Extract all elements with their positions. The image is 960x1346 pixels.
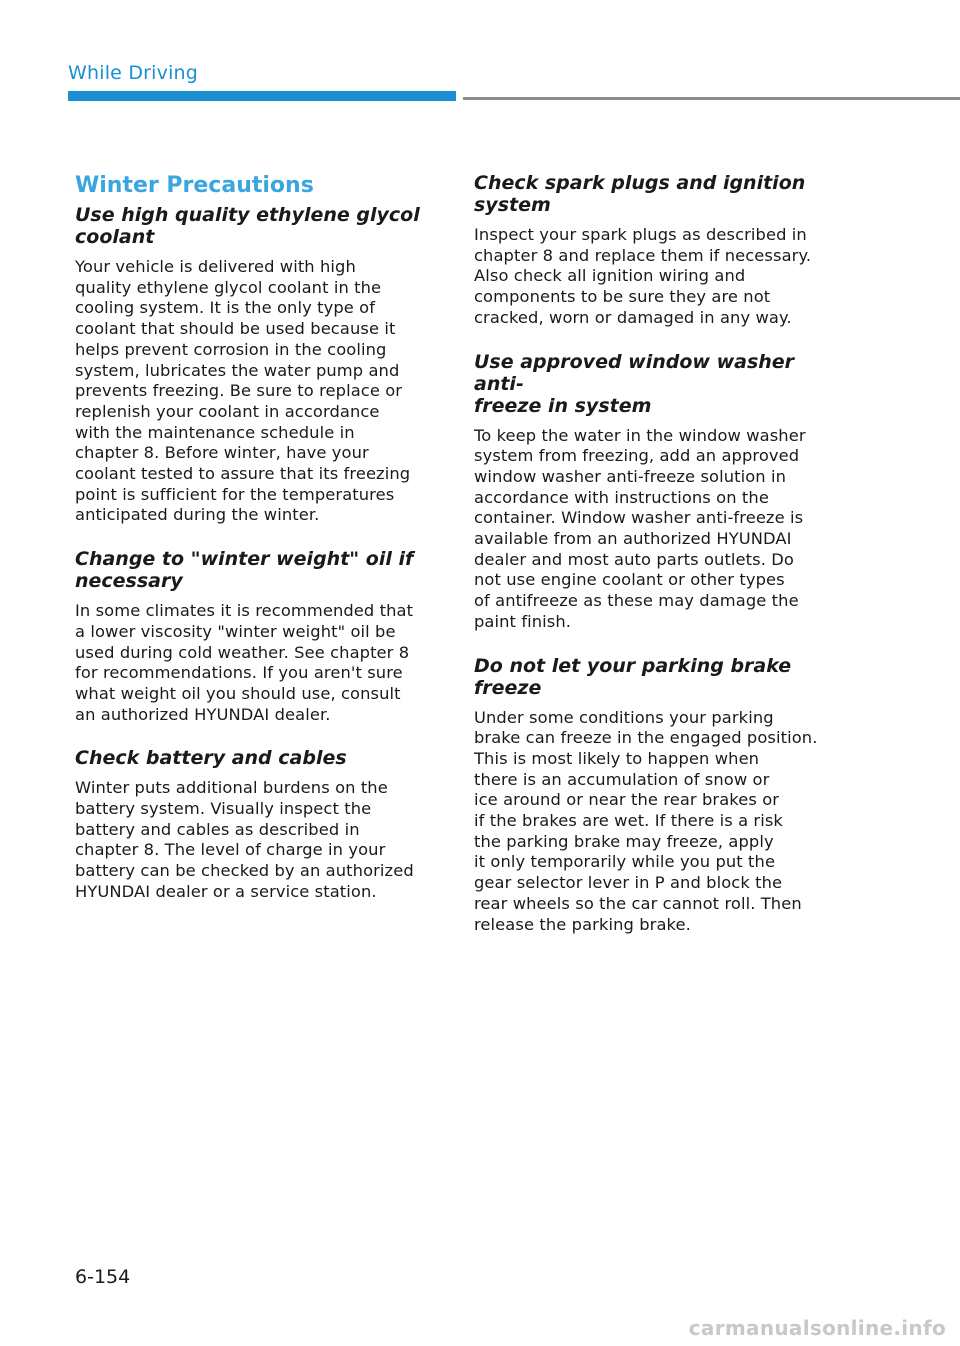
paragraph-line: anticipated during the winter. xyxy=(75,505,320,525)
paragraph-line: coolant tested to assure that its freezing xyxy=(75,464,411,484)
subheading-line: Do not let your parking brake freeze xyxy=(474,654,792,699)
subheading-line: necessary xyxy=(75,570,183,593)
paragraph-line: battery can be checked by an authorized xyxy=(75,861,414,881)
paragraph-line: chapter 8 and replace them if necessary. xyxy=(474,245,812,265)
paragraph xyxy=(75,778,439,902)
paragraph-line: Also check all ignition wiring and xyxy=(474,266,746,286)
paragraph-line: a lower viscosity "winter weight" oil be xyxy=(75,621,396,641)
paragraph-line: an authorized HYUNDAI dealer. xyxy=(75,704,331,724)
paragraph xyxy=(75,601,439,725)
paragraph-line: cracked, worn or damaged in any way. xyxy=(474,307,792,327)
paragraph-line: the parking brake may freeze, apply xyxy=(474,831,774,851)
paragraph-line: what weight oil you should use, consult xyxy=(75,683,401,703)
block-gap xyxy=(75,526,439,548)
paragraph-line: battery and cables as described in xyxy=(75,819,360,839)
paragraph-line: Your vehicle is delivered with high xyxy=(75,257,356,276)
subheading xyxy=(474,172,838,216)
subheading-line: Check battery and cables xyxy=(75,747,347,770)
paragraph-line: with the maintenance schedule in xyxy=(75,422,355,442)
left-blocks xyxy=(75,204,439,903)
paragraph-line: dealer and most auto parts outlets. Do xyxy=(474,549,794,569)
subheading-line: Change to "winter weight" oil if xyxy=(75,548,414,571)
paragraph-line: container. Window washer anti-freeze is xyxy=(474,508,804,528)
paragraph-line: it only temporarily while you put the xyxy=(474,852,776,872)
paragraph-line: Inspect your spark plugs as described in xyxy=(474,225,807,244)
watermark: carmanualsonline.info xyxy=(688,1316,946,1340)
subheading xyxy=(474,351,838,417)
paragraph-line: coolant that should be used because it xyxy=(75,319,396,339)
paragraph-line: cooling system. It is the only type of xyxy=(75,298,376,318)
paragraph xyxy=(474,708,838,936)
paragraph-line: battery system. Visually inspect the xyxy=(75,799,372,819)
subheading-line: Use approved window washer anti- xyxy=(474,350,795,395)
paragraph xyxy=(474,225,838,329)
paragraph-line: system, lubricates the water pump and xyxy=(75,360,400,380)
paragraph-line: release the parking brake. xyxy=(474,914,691,934)
paragraph-line: rear wheels so the car cannot roll. Then xyxy=(474,893,802,913)
paragraph-line: for recommendations. If you aren't sure xyxy=(75,663,403,683)
paragraph-line: chapter 8. The level of charge in your xyxy=(75,840,386,860)
subheading xyxy=(75,548,439,592)
paragraph-line: ice around or near the rear brakes or xyxy=(474,790,780,810)
paragraph-line: available from an authorized HYUNDAI xyxy=(474,529,792,549)
block-gap xyxy=(474,329,838,351)
subheading xyxy=(75,747,439,769)
paragraph-line: paint finish. xyxy=(474,611,572,631)
subheading-line: Check spark plugs and ignition xyxy=(474,172,806,194)
paragraph-line: Under some conditions your parking xyxy=(474,707,774,727)
paragraph-line: window washer anti-freeze solution in xyxy=(474,466,787,486)
paragraph-line: used during cold weather. See chapter 8 xyxy=(75,642,410,662)
section-title: Winter Precautions xyxy=(75,173,314,198)
subheading-line: Use high quality ethylene glycol xyxy=(75,204,420,226)
paragraph-line: HYUNDAI dealer or a service station. xyxy=(75,881,377,901)
paragraph-line: point is sufficient for the temperatures xyxy=(75,484,395,504)
subheading-line: system xyxy=(474,194,551,216)
paragraph-line: components to be sure they are not xyxy=(474,287,771,307)
paragraph-line: of antifreeze as these may damage the xyxy=(474,591,799,611)
paragraph-line: prevents freezing. Be sure to replace or xyxy=(75,381,403,401)
subheading xyxy=(75,204,439,248)
right-blocks xyxy=(474,172,838,935)
paragraph-line: replenish your coolant in accordance xyxy=(75,401,380,421)
subheading-line: freeze in system xyxy=(474,394,652,417)
running-head: While Driving xyxy=(68,62,199,84)
paragraph xyxy=(474,426,838,633)
paragraph-line: In some climates it is recommended that xyxy=(75,601,414,621)
paragraph-line: chapter 8. Before winter, have your xyxy=(75,443,369,463)
right-column xyxy=(474,172,838,935)
paragraph xyxy=(75,257,439,526)
header-rule-grey xyxy=(463,97,960,100)
paragraph-line: Winter puts additional burdens on the xyxy=(75,778,388,798)
paragraph-line: there is an accumulation of snow or xyxy=(474,769,770,789)
paragraph-line: helps prevent corrosion in the cooling xyxy=(75,339,387,359)
paragraph-line: quality ethylene glycol coolant in the xyxy=(75,277,382,297)
paragraph-line: brake can freeze in the engaged position. xyxy=(474,728,818,748)
block-gap xyxy=(75,725,439,747)
page-number: 6-154 xyxy=(75,1266,131,1288)
subheading-line: coolant xyxy=(75,226,155,248)
paragraph-line: gear selector lever in P and block the xyxy=(474,873,783,893)
paragraph-line: if the brakes are wet. If there is a risk xyxy=(474,811,783,831)
paragraph-line: not use engine coolant or other types xyxy=(474,570,785,590)
block-gap xyxy=(474,633,838,655)
paragraph-line: system from freezing, add an approved xyxy=(474,446,800,466)
paragraph-line: This is most likely to happen when xyxy=(474,748,760,768)
paragraph-line: To keep the water in the window washer xyxy=(474,425,806,445)
paragraph-line: accordance with instructions on the xyxy=(474,487,769,507)
subheading xyxy=(474,655,838,699)
left-column xyxy=(75,172,439,903)
header-rule-accent xyxy=(68,91,456,101)
